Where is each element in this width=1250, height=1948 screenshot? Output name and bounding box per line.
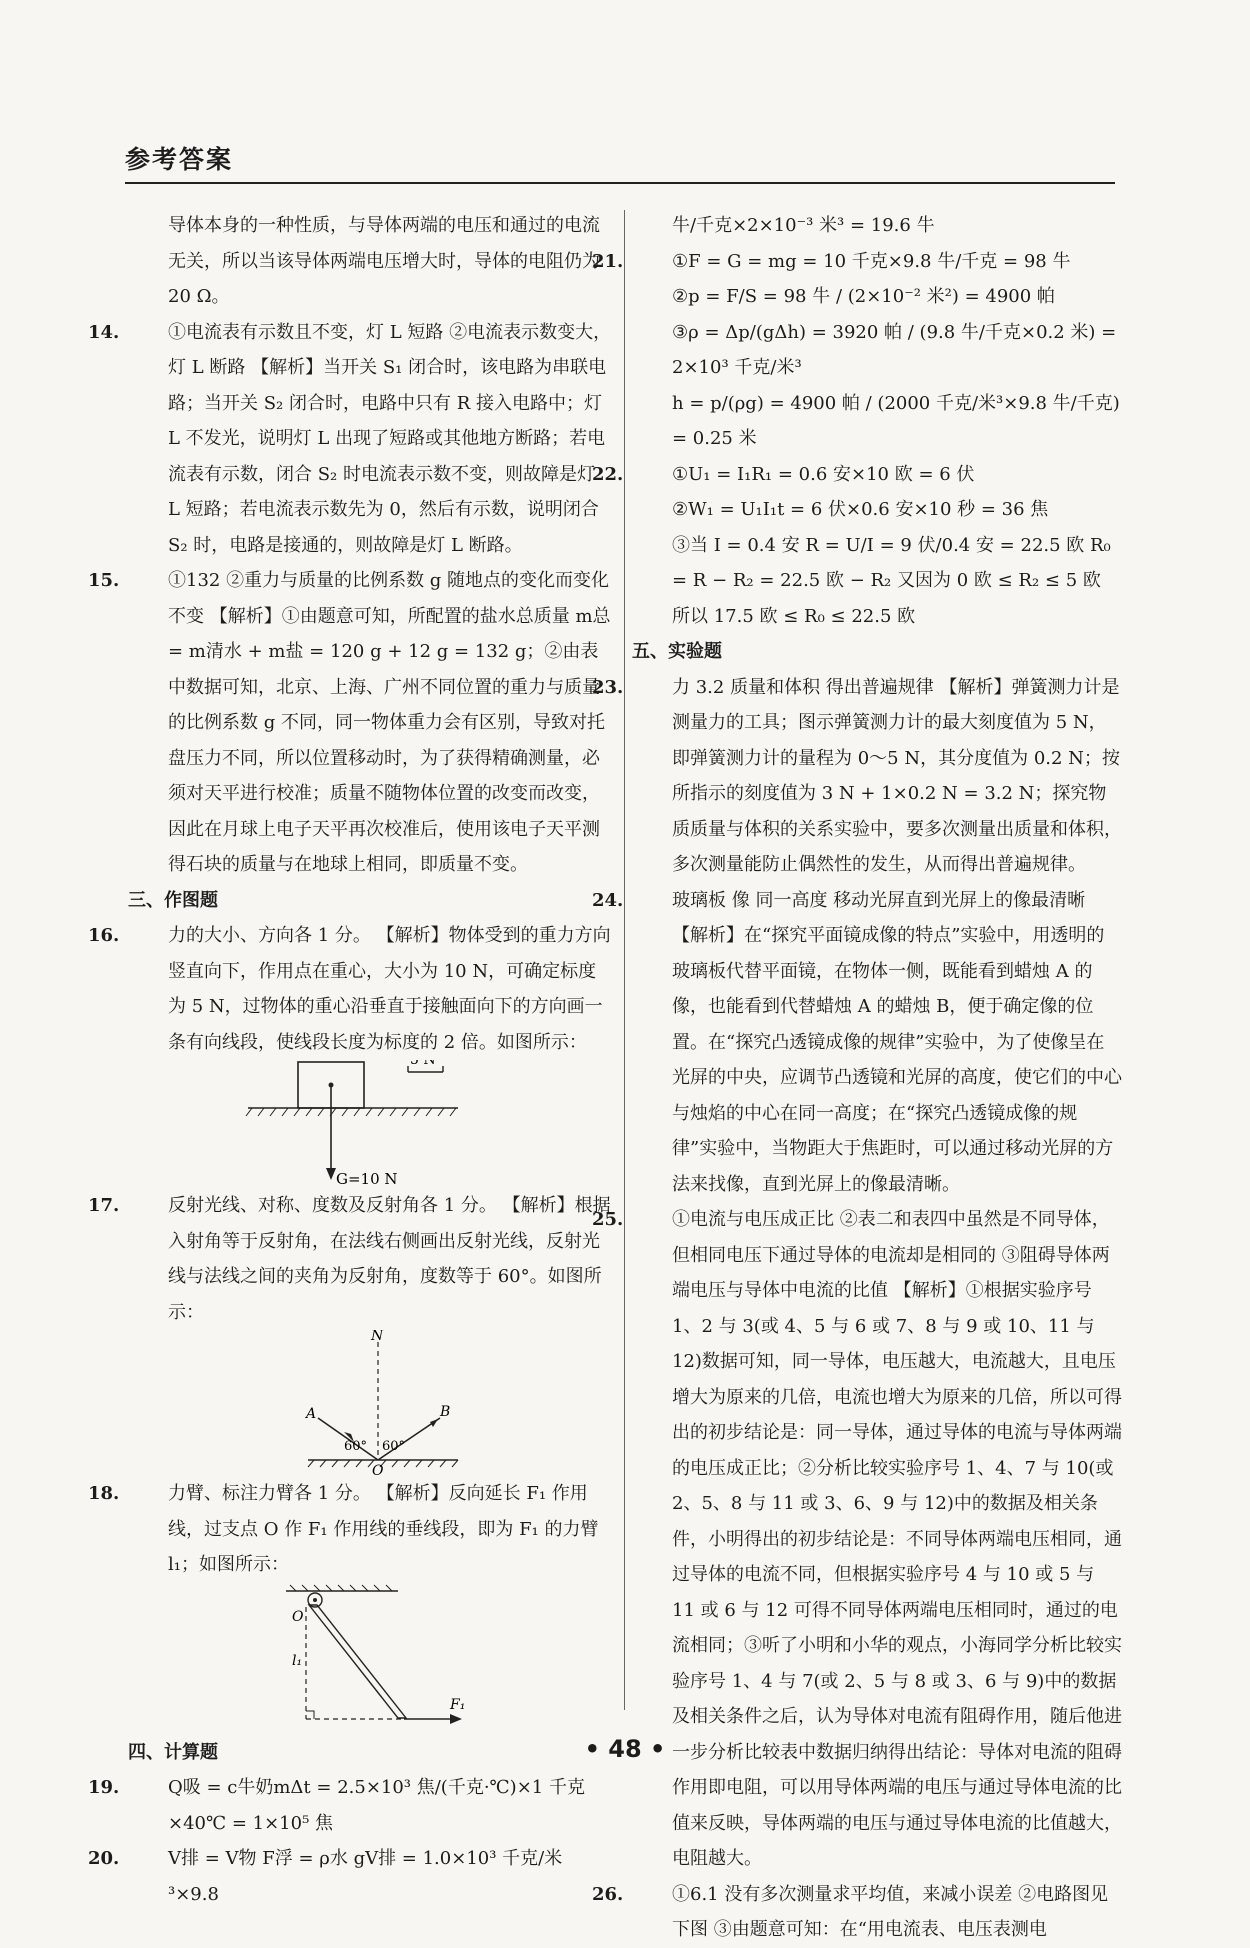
answer-15-text: ①132 ②重力与质量的比例系数 g 随地点的变化而变化 不变 【解析】①由题意可知，所配置的盐水总质量 m总 = m清水 + m盐 = 120 g + 12 g = 132 g；②由表中数据可知，北京、上海、广州不同位置的重力与质量的比例系数 g 不同，同一物体重力会有区别，导致对托盘压力不同，所以位置移动时，为了获得精确测量，必须对天平进行校准；质量不随物体位置的改变而改变，因此在月球上电子天平再次校准后，使用该电子天平测得石块的质量与在地球上相同，即质量不变。: [168, 570, 611, 875]
answer-26-text: ①6.1 没有多次测量求平均值，来减小误差 ②电路图见下图 ③由题意可知：在“用电流表、电压表测电: [672, 1883, 1109, 1940]
figure-16-gravity: [168, 1060, 612, 1188]
figure-17-reflection: [168, 1330, 612, 1476]
answer-22-line-1: ①U₁ = I₁R₁ = 0.6 安×10 欧 = 6 伏: [672, 463, 975, 485]
question-number: 24.: [592, 889, 624, 911]
answer-26: [592, 1877, 1122, 1948]
question-number: 21.: [592, 250, 624, 272]
column-divider: [624, 210, 625, 1710]
header-rule: [125, 182, 1115, 184]
question-number: 14.: [88, 321, 120, 343]
answer-18: [88, 1476, 612, 1583]
answer-22-line-3: ③当 I = 0.4 安 R = U/I = 9 伏/0.4 安 = 22.5 欧 R₀ = R − R₂ = 22.5 欧 − R₂ 又因为 0 欧 ≤ R₂ ≤ 5 欧 所以 17.5 欧 ≤ R₀ ≤ 22.5 欧: [672, 534, 1111, 627]
answer-21-line-4: h = p/(ρg) = 4900 帕 / (2000 千克/米³×9.8 牛/千克) = 0.25 米: [672, 392, 1120, 449]
answer-22-line-2: ②W₁ = U₁I₁t = 6 伏×0.6 安×10 秒 = 36 焦: [672, 499, 1049, 520]
answer-21-line-2: ②p = F/S = 98 牛 / (2×10⁻² 米²) = 4900 帕: [672, 286, 1055, 307]
answer-23-text: 力 3.2 质量和体积 得出普遍规律 【解析】弹簧测力计是测量力的工具；图示弹簧测力计的最大刻度值为 5 N，即弹簧测力计的量程为 0～5 N，其分度值为 0.2 N；按所指示的刻度值为 3 N + 1×0.2 N = 3.2 N；探究物质质量与体积的关系实验中，要多次测量出质量和体积，多次测量能防止偶然性的发生，从而得出普遍规律。: [672, 676, 1122, 875]
answer-21-line-3: ③ρ = Δp/(gΔh) = 3920 帕 / (9.8 牛/千克×0.2 米) = 2×10³ 千克/米³: [672, 321, 1117, 378]
angle-reflection: 60°: [382, 1439, 406, 1454]
answer-19-text: Q吸 = c牛奶mΔt = 2.5×10³ 焦/(千克·℃)×1 千克×40℃ = 1×10⁵ 焦: [168, 1777, 585, 1834]
question-number: 23.: [592, 676, 624, 698]
answer-13-continued: 导体本身的一种性质，与导体两端的电压和通过的电流无关，所以当该导体两端电压增大时，导体的电阻仍为 20 Ω。: [168, 215, 600, 307]
question-number: 22.: [592, 463, 624, 485]
label-f1: F₁: [450, 1696, 466, 1713]
label-o: O: [292, 1608, 304, 1625]
label-l1: l₁: [292, 1652, 303, 1669]
ground-hatching: [246, 1108, 456, 1116]
question-number: 19.: [88, 1777, 120, 1798]
answer-19: [88, 1770, 612, 1841]
force-label: G=10 N: [336, 1170, 398, 1188]
question-number: 25.: [592, 1209, 624, 1230]
answer-21-line-1: ①F = G = mg = 10 千克×9.8 牛/千克 = 98 牛: [672, 250, 1071, 272]
answer-20: [88, 1841, 612, 1912]
answer-14-text: ①电流表有示数且不变，灯 L 短路 ②电流表示数变大，灯 L 断路 【解析】当开关 S₁ 闭合时，该电路为串联电路；当开关 S₂ 闭合时，电路中只有 R 接入电路中；灯 L 不发光，说明灯 L 出现了短路或其他地方断路；若电流表有示数，闭合 S₂ 时电流表示数不变，则故障是灯 L 短路；若电流表示数先为 0，然后有示数，说明闭合 S₂ 时，电路是接通的，则故障是灯 L 断路。: [168, 321, 612, 556]
answer-17: [88, 1188, 612, 1330]
answer-14: [88, 315, 612, 564]
answer-24-text: 玻璃板 像 同一高度 移动光屏直到光屏上的像最清晰 【解析】在“探究平面镜成像的特点”实验中，用透明的玻璃板代替平面镜，在物体一侧，既能看到蜡烛 A 的像，也能看到代替蜡烛 A 的蜡烛 B，便于确定像的位置。在“探究凸透镜成像的规律”实验中，为了使像呈在光屏的中央，应调节凸透镜和光屏的高度，使它们的中心与烛焰的中心在同一高度；在“探究凸透镜成像的规律”实验中，当物距大于焦距时，可以通过移动光屏的方法来找像，直到光屏上的像最清晰。: [672, 889, 1122, 1195]
question-number: 16.: [88, 925, 120, 946]
answer-25-text: ①电流与电压成正比 ②表二和表四中虽然是不同导体，但相同电压下通过导体的电流却是相同的 ③阻碍导体两端电压与导体中电流的比值 【解析】①根据实验序号 1、2 与 3(或 4、5 与 6 或 7、8 与 9 或 10、11 与 12)数据可知，同一导体，电压越大，电流越大，且电压增大为原来的几倍，电流也增大为原来的几倍，所以可得出的初步结论是：同一导体，通过导体的电流与导体两端的电压成正比；②分析比较实验序号 1、4、7 与 10(或 2、5、8 与 11 或 3、6、9 与 12)中的数据及相关条件，小明得出的初步结论是：不同导体两端电压相同，通过导体的电流不同，但根据实验序号 4 与 10 或 5 与 11 或 6 与 12 可得不同导体两端电压相同时，通过的电流相同；③听了小明和小华的观点，小海同学分析比较实验序号 1、4 与 7(或 2、5 与 8 或 3、6 与 9)中的数据及相关条件之后，认为导体对电流有阻碍作用，随后他进一步分析比较表中数据归纳得出结论：导体对电流的阻碍作用即电阻，可以用导体两端的电压与通过导体电流的比值来反映，导体两端的电压与通过导体电流的比值越大，电阻越大。: [672, 1209, 1122, 1869]
answer-17-text: 反射光线、对称、度数及反射角各 1 分。 【解析】根据入射角等于反射角，在法线右侧画出反射光线，反射光线与法线之间的夹角为反射角，度数等于 60°。如图所示：: [168, 1195, 611, 1323]
question-number: 20.: [88, 1848, 120, 1869]
answer-21: [592, 244, 1122, 280]
answer-23: [592, 670, 1122, 883]
answer-16: [88, 918, 612, 1060]
reflection-diagram: [168, 1330, 608, 1476]
left-column: [88, 208, 612, 1912]
answer-20-continued: 牛/千克×2×10⁻³ 米³ = 19.6 牛: [672, 215, 935, 236]
label-o: O: [372, 1463, 384, 1476]
page-header-title: 参考答案: [125, 145, 234, 174]
answer-20-text: V排 = V物 F浮 = ρ水 gV排 = 1.0×10³ 千克/米³×9.8: [168, 1848, 563, 1905]
gravity-diagram: [168, 1060, 608, 1188]
section-heading-drawing: 三、作图题: [128, 889, 218, 911]
figure-18-lever: [168, 1583, 612, 1735]
question-number: 18.: [88, 1483, 120, 1504]
label-a: A: [306, 1406, 317, 1422]
answer-24: [592, 883, 1122, 1203]
arrow-head: [326, 1168, 336, 1180]
page-number: • 48 •: [584, 1735, 666, 1763]
answer-18-text: 力臂、标注力臂各 1 分。 【解析】反向延长 F₁ 作用线，过支点 O 作 F₁ 作用线的垂线段，即为 F₁ 的力臂 l₁；如图所示：: [168, 1483, 599, 1575]
question-number: 26.: [592, 1883, 624, 1905]
angle-incidence: 60°: [344, 1439, 368, 1454]
lever-bar: [309, 1605, 406, 1718]
section-heading-experiment: 五、实验题: [632, 641, 722, 662]
lever-diagram: [168, 1583, 608, 1735]
section-heading-calculation: 四、计算题: [128, 1741, 218, 1763]
label-b: B: [440, 1404, 451, 1420]
answer-22: [592, 457, 1122, 493]
answer-16-text: 力的大小、方向各 1 分。 【解析】物体受到的重力方向竖直向下，作用点在重心，大小为 10 N，可确定标度为 5 N，过物体的重心沿垂直于接触面向下的方向画一条有向线段，使线段长度为标度的 2 倍。如图所示：: [168, 925, 611, 1053]
answer-15: [88, 563, 612, 883]
question-number: 15.: [88, 570, 120, 591]
label-n: N: [371, 1330, 384, 1344]
scale-label: 5 N: [410, 1060, 436, 1068]
question-number: 17.: [88, 1195, 120, 1216]
